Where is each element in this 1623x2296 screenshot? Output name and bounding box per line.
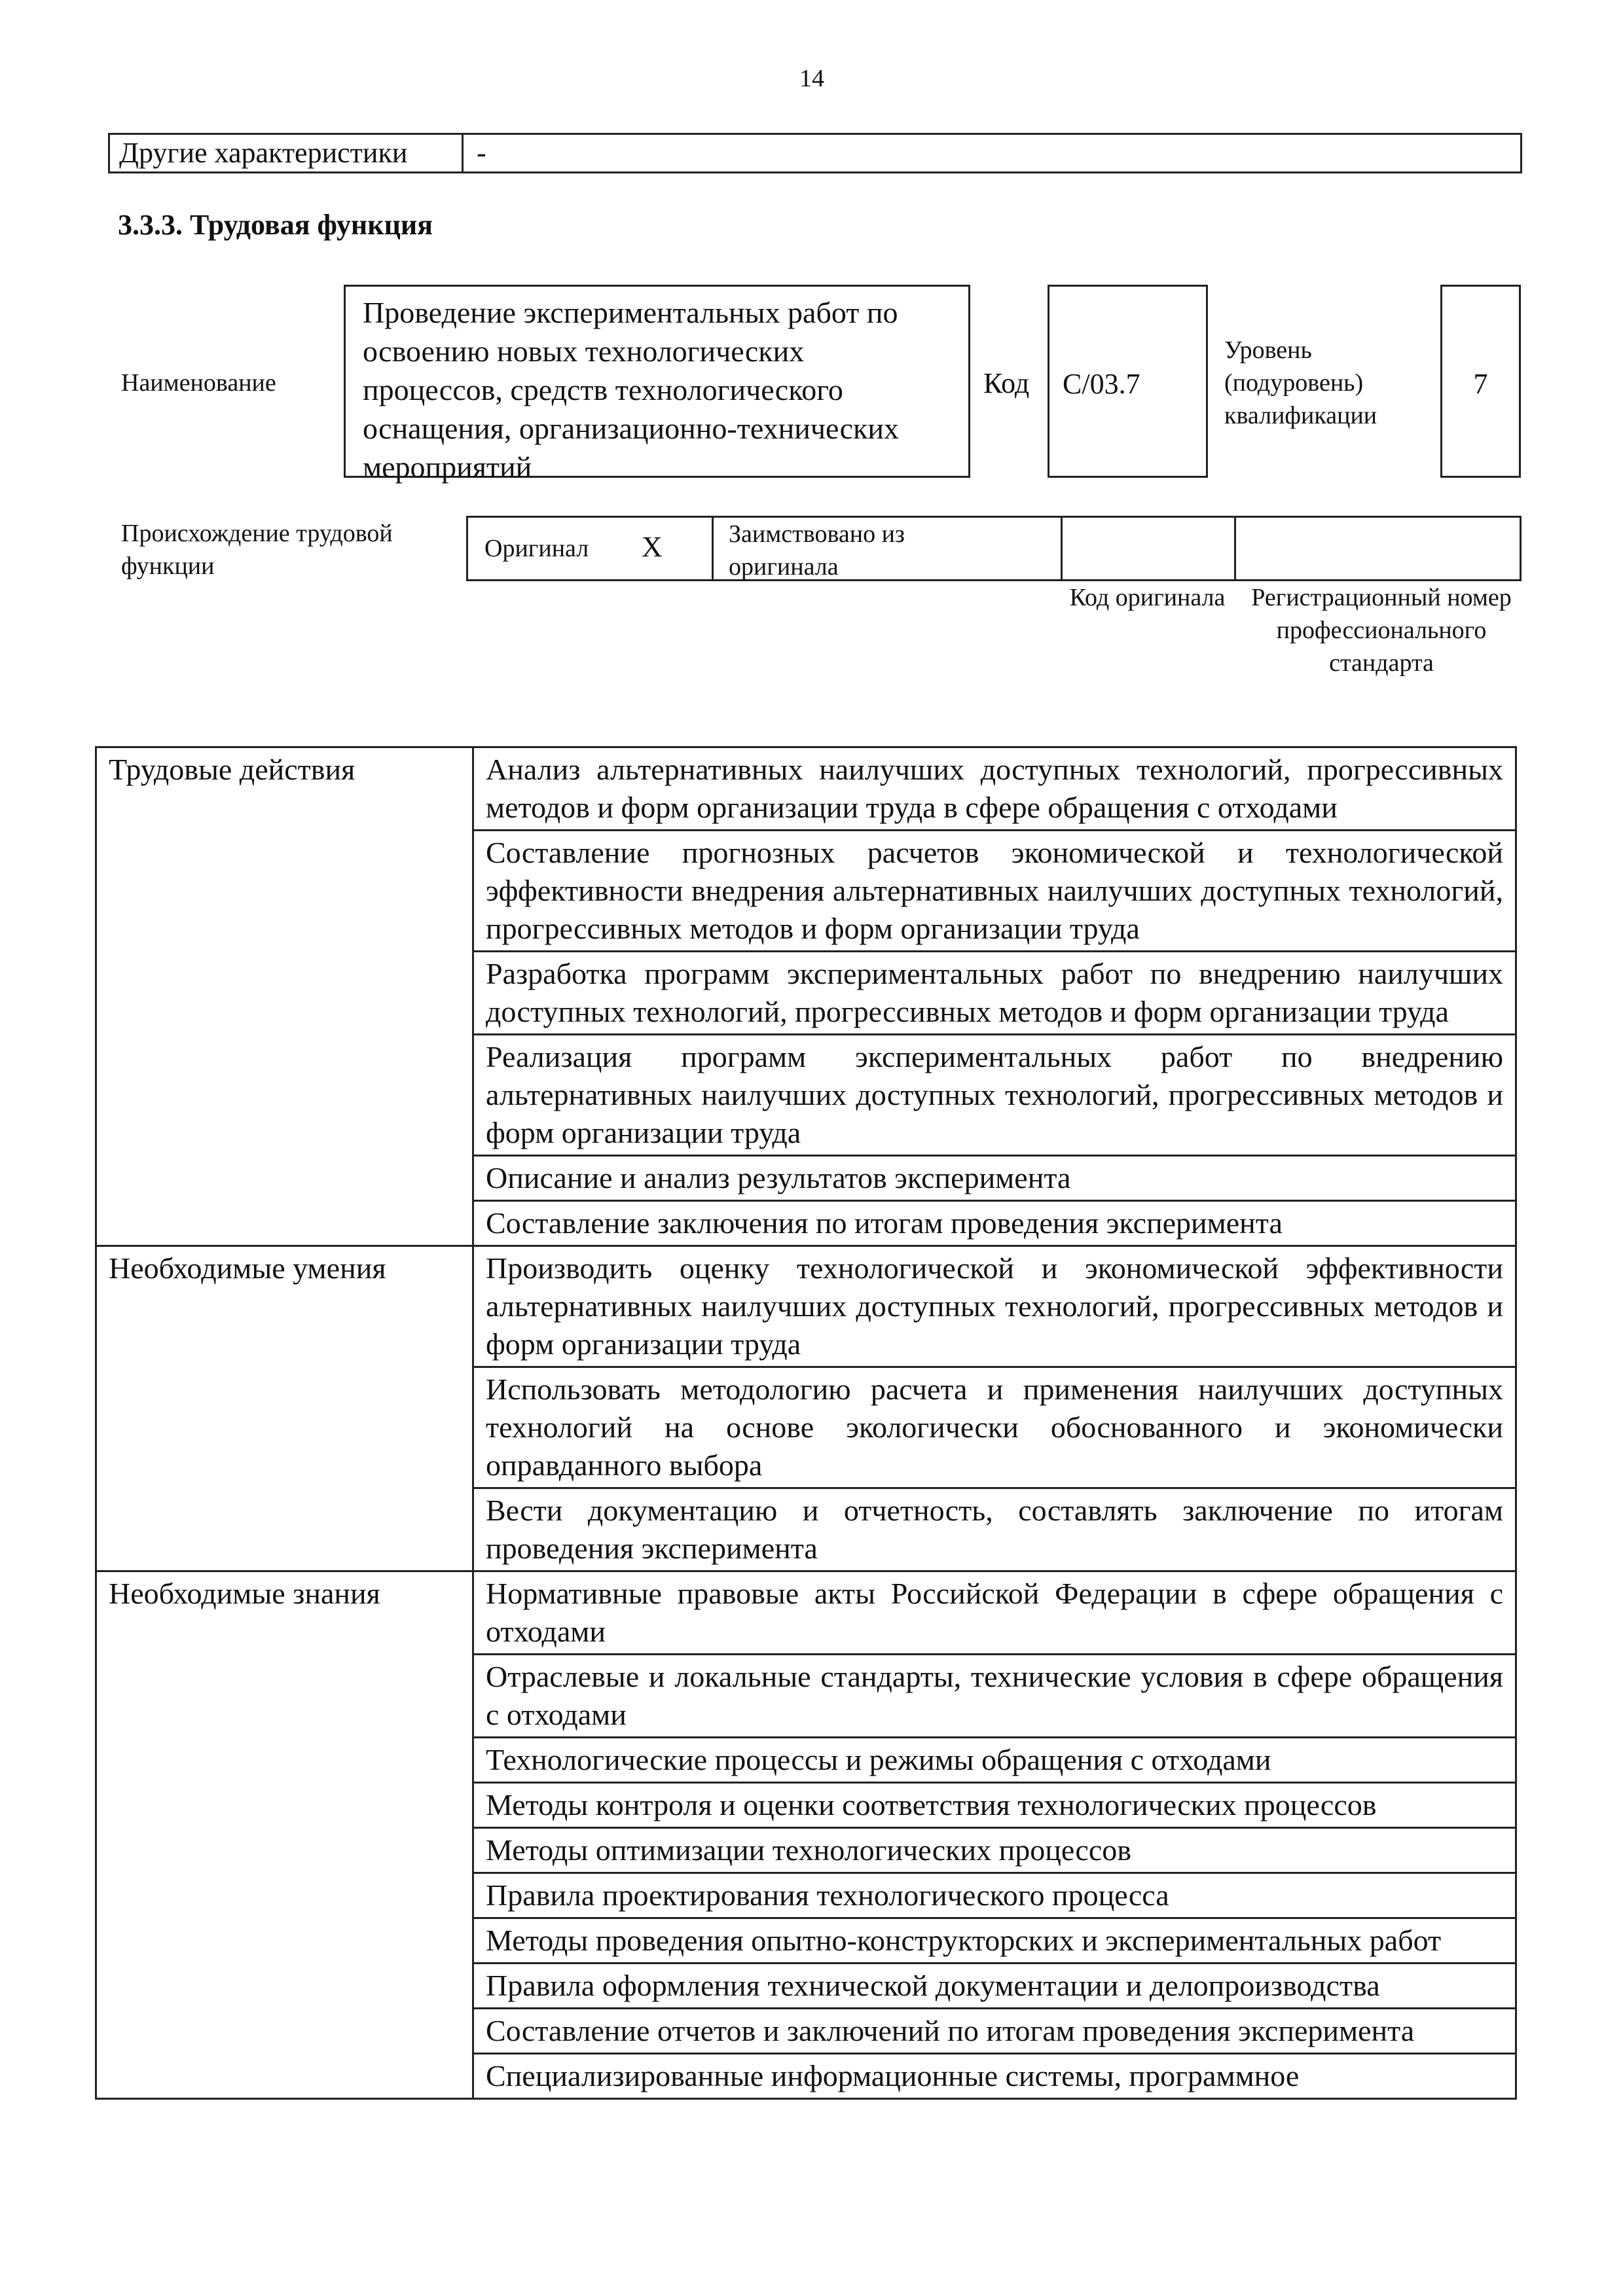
original-label: Оригинал xyxy=(484,535,589,562)
page-number: 14 xyxy=(799,65,824,92)
origin-divider-3 xyxy=(1234,518,1236,579)
required-skills-item: Производить оценку технологической и экономической эффективности альтернативных наилучших доступных технологий, прогрессивных методов и форм организации труда xyxy=(473,1246,1516,1367)
other-characteristics-label: Другие характеристики xyxy=(110,135,464,171)
code-original-caption: Код оригинала xyxy=(1069,584,1226,611)
required-skills-label: Необходимые умения xyxy=(96,1246,473,1571)
origin-label: Происхождение трудовой функции xyxy=(121,520,393,580)
required-knowledge-item: Составление отчетов и заключений по итогам проведения эксперимента xyxy=(473,2009,1516,2054)
labor-function-table xyxy=(95,746,1517,2100)
required-knowledge-item: Правила оформления технической документации и делопроизводства xyxy=(473,1964,1516,2009)
code-value-box xyxy=(1048,285,1208,478)
section-heading: 3.3.3. Трудовая функция xyxy=(118,209,433,241)
labor-actions-item: Составление прогнозных расчетов экономической и технологической эффективности внедрения альтернативных наилучших доступных технологий, прогрессивных методов и форм организации труда xyxy=(473,831,1516,952)
name-value: Проведение экспериментальных работ по освоению новых технологических процессов, средств технологического оснащения, организационно-технических мероприятий xyxy=(363,296,899,484)
required-skills-item: Использовать методологию расчета и применения наилучших доступных технологий на основе экологически обоснованного и экономически оправданного выбора xyxy=(473,1367,1516,1488)
table-row xyxy=(96,1246,1516,1367)
reg-number-caption: Регистрационный номер профессионального стандарта xyxy=(1251,584,1512,677)
required-knowledge-item: Технологические процессы и режимы обращения с отходами xyxy=(473,1738,1516,1783)
required-knowledge-item: Методы оптимизации технологических процессов xyxy=(473,1828,1516,1873)
level-label: Уровень (подуровень) квалификации xyxy=(1224,336,1377,429)
required-knowledge-item: Правила проектирования технологического процесса xyxy=(473,1873,1516,1918)
labor-actions-item: Описание и анализ результатов эксперимента xyxy=(473,1156,1516,1201)
origin-divider-1 xyxy=(712,518,714,579)
name-value-box xyxy=(344,285,970,484)
required-knowledge-item: Методы проведения опытно-конструкторских и экспериментальных работ xyxy=(473,1918,1516,1964)
labor-actions-item: Составление заключения по итогам проведения эксперимента xyxy=(473,1201,1516,1246)
table-row xyxy=(96,1571,1516,1655)
labor-actions-label: Трудовые действия xyxy=(96,747,473,1246)
required-knowledge-item: Специализированные информационные системы, программное xyxy=(473,2054,1516,2099)
required-knowledge-item: Нормативные правовые акты Российской Федерации в сфере обращения с отходами xyxy=(473,1571,1516,1655)
other-characteristics-value: - xyxy=(477,137,486,169)
origin-table xyxy=(466,516,1522,581)
other-characteristics-row xyxy=(108,133,1522,173)
code-value: C/03.7 xyxy=(1063,368,1140,400)
labor-actions-item: Анализ альтернативных наилучших доступных технологий, прогрессивных методов и форм организации труда в сфере обращения с отходами xyxy=(473,747,1516,831)
borrowed-label: Заимствовано из оригинала xyxy=(729,520,905,581)
origin-divider-2 xyxy=(1061,518,1063,579)
name-label: Наименование xyxy=(121,369,276,397)
level-value: 7 xyxy=(1473,368,1488,400)
code-label: Код xyxy=(983,367,1030,399)
original-mark: X xyxy=(642,531,663,563)
labor-actions-item: Разработка программ экспериментальных работ по внедрению наилучших доступных технологий, прогрессивных методов и форм организации труда xyxy=(473,952,1516,1035)
required-knowledge-item: Отраслевые и локальные стандарты, технические условия в сфере обращения с отходами xyxy=(473,1655,1516,1738)
required-knowledge-label: Необходимые знания xyxy=(96,1571,473,2099)
table-row xyxy=(96,747,1516,831)
level-value-box xyxy=(1440,285,1521,478)
required-knowledge-item: Методы контроля и оценки соответствия технологических процессов xyxy=(473,1783,1516,1828)
labor-actions-item: Реализация программ экспериментальных работ по внедрению альтернативных наилучших доступных технологий, прогрессивных методов и форм организации труда xyxy=(473,1035,1516,1156)
required-skills-item: Вести документацию и отчетность, составлять заключение по итогам проведения эксперимента xyxy=(473,1488,1516,1571)
